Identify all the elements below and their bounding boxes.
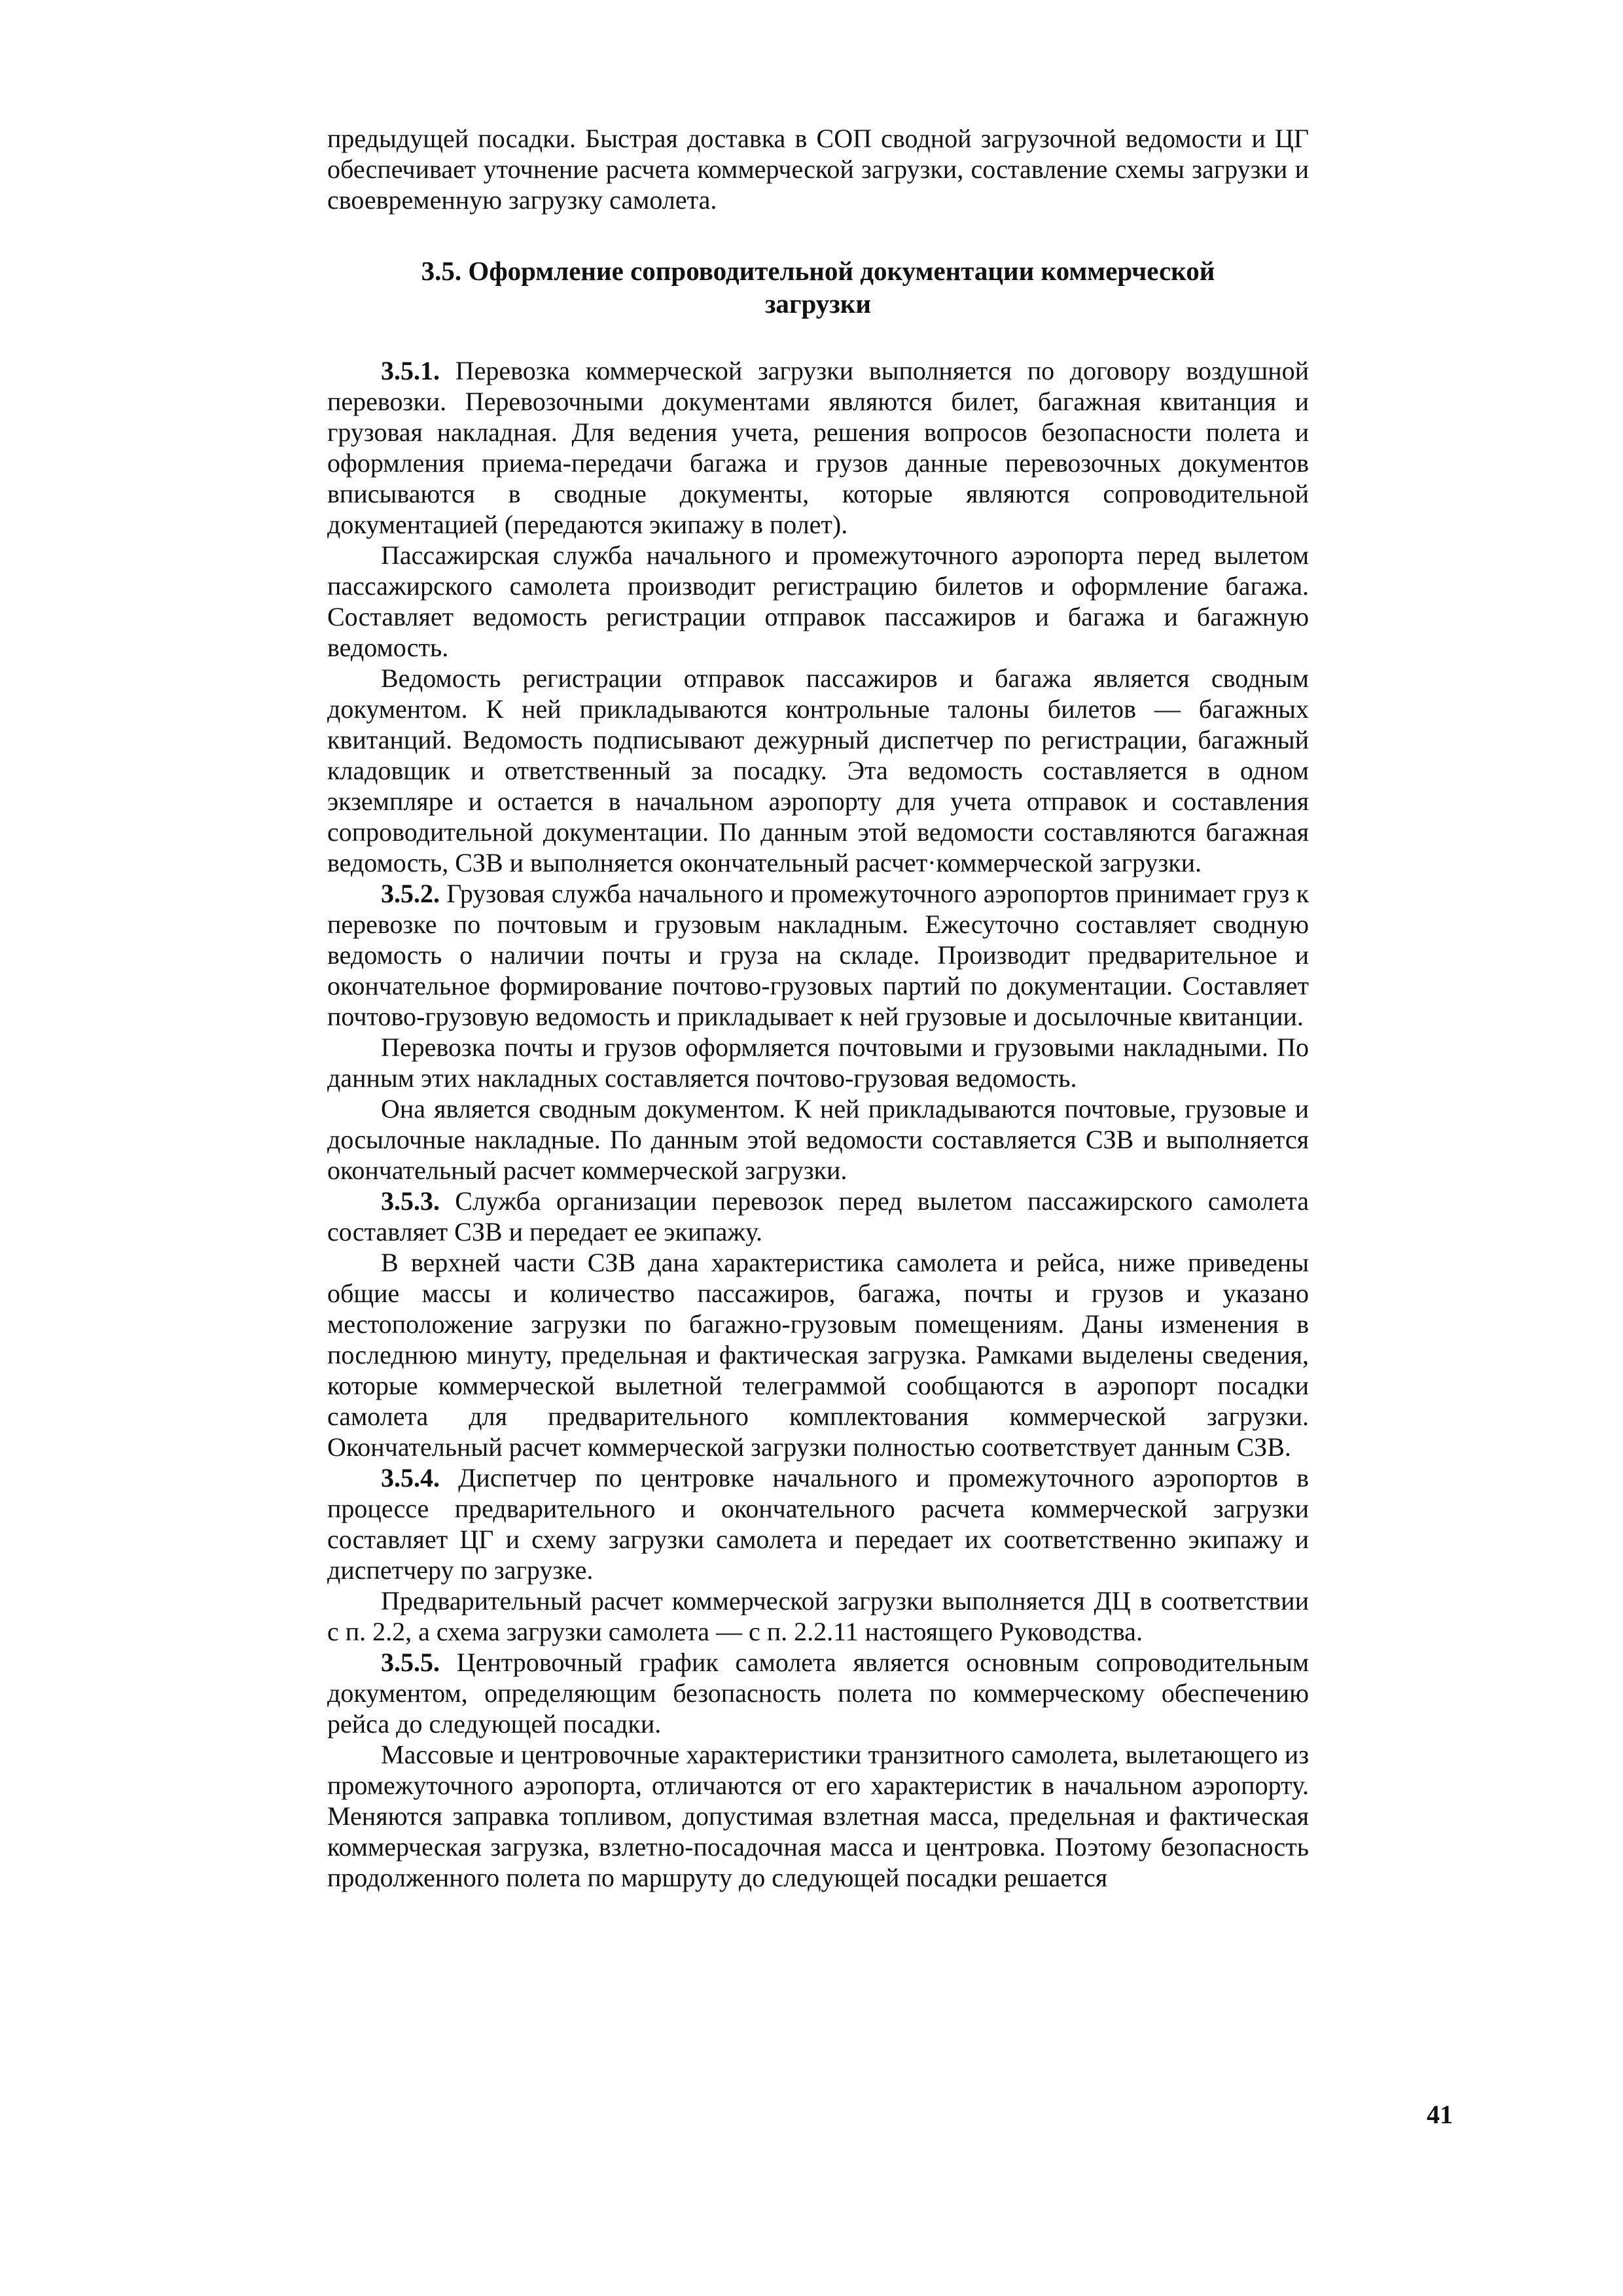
- paragraph-number: 3.5.5.: [381, 1648, 440, 1677]
- paragraph-text: Она является сводным документом. К ней прикладываются почтовые, грузовые и досылочные накладные. По данным этой ведомости составляется СЗВ и выполняется окончательный расчет коммерческой загрузки.: [327, 1094, 1309, 1185]
- paragraph: [327, 1585, 1309, 1647]
- paragraph-number: 3.5.3.: [381, 1186, 440, 1216]
- paragraph: [327, 663, 1309, 878]
- paragraph: [327, 1247, 1309, 1462]
- paragraph-number: 3.5.2.: [381, 879, 440, 908]
- paragraph: [327, 1032, 1309, 1093]
- paragraph-text: Ведомость регистрации отправок пассажиров и багажа является сводным документом. К ней прикладываются контрольные талоны билетов — багажных квитанций. Ведомость подписывают дежурный диспетчер по регистрации, багажный кладовщик и ответственный за посадку. Эта ведомость составляется в одном экземпляре и остается в начальном аэропорту для учета отправок и составления сопроводительной документации. По данным этой ведомости составляются багажная ведомость, СЗВ и выполняется окончательный расчет·коммерческой загрузки.: [327, 663, 1309, 877]
- paragraph-text: Грузовая служба начального и промежуточного аэропортов принимает груз к перевозке по почтовым и грузовым накладным. Ежесуточно составляет сводную ведомость о наличии почты и груза на складе. Производит предварительное и окончательное формирование почтово-грузовых партий по документации. Составляет почтово-грузовую ведомость и прикладывает к ней грузовые и досылочные квитанции.: [327, 879, 1310, 1031]
- paragraph: [327, 1093, 1309, 1186]
- paragraph-text: Центровочный график самолета является основным сопроводительным документом, определяющим безопасность полета по коммерческому обеспечению рейса до следующей посадки.: [327, 1648, 1310, 1739]
- section-heading: [327, 255, 1309, 320]
- paragraph-3-5-3: [327, 1186, 1309, 1247]
- paragraph-number: 3.5.4.: [381, 1463, 440, 1492]
- paragraph-number: 3.5.1.: [381, 356, 440, 385]
- paragraph-text: Перевозка коммерческой загрузки выполняется по договору воздушной перевозки. Перевозочными документами являются билет, багажная квитанция и грузовая накладная. Для ведения учета, решения вопросов безопасности полета и оформления приема-передачи багажа и грузов данные перевозочных документов вписываются в сводные документы, которые являются сопроводительной документацией (передаются экипажу в полет).: [327, 356, 1310, 539]
- page-number: 41: [1427, 2100, 1453, 2129]
- section-title: Оформление сопроводительной документации коммерческой загрузки: [468, 256, 1215, 319]
- paragraph-text: Перевозка почты и грузов оформляется почтовыми и грузовыми накладными. По данным этих накладных составляется почтово-грузовая ведомость.: [327, 1033, 1309, 1093]
- paragraph-text: Служба организации перевозок перед вылетом пассажирского самолета составляет СЗВ и передает ее экипажу.: [327, 1186, 1310, 1246]
- paragraph-3-5-5: [327, 1647, 1309, 1739]
- paragraph-3-5-4: [327, 1462, 1309, 1585]
- paragraph-text: Пассажирская служба начального и промежуточного аэропорта перед вылетом пассажирского самолета производит регистрацию билетов и оформление багажа. Составляет ведомость регистрации отправок пассажиров и багажа и багажную ведомость.: [327, 540, 1309, 662]
- paragraph-3-5-2: [327, 878, 1309, 1032]
- top-paragraph: предыдущей посадки. Быстрая доставка в СОП сводной загрузочной ведомости и ЦГ обеспечивает уточнение расчета коммерческой загрузки, составление схемы загрузки и своевременную загрузку самолета.: [327, 124, 1309, 215]
- paragraph-text: Массовые и центровочные характеристики транзитного самолета, вылетающего из промежуточного аэропорта, отличаются от его характеристик в начальном аэропорту. Меняются заправка топливом, допустимая взлетная масса, предельная и фактическая коммерческая загрузка, взлетно-посадочная масса и центровка. Поэтому безопасность продолженного полета по маршруту до следующей посадки решается: [327, 1740, 1309, 1892]
- paragraph-text: Диспетчер по центровке начального и промежуточного аэропортов в процессе предварительного и окончательного расчета коммерческой загрузки составляет ЦГ и схему загрузки самолета и передает их соответственно экипажу и диспетчеру по загрузке.: [327, 1463, 1309, 1585]
- document-page: [327, 123, 1309, 1893]
- paragraph-text: В верхней части СЗВ дана характеристика самолета и рейса, ниже приведены общие массы и количество пассажиров, багажа, почты и грузов и указано местоположение загрузки по багажно-грузовым помещениям. Даны изменения в последнюю минуту, предельная и фактическая загрузка. Рамками выделены сведения, которые коммерческой вылетной телеграммой сообщаются в аэропорт посадки самолета для предварительного комплектования коммерческой загрузки. Окончательный расчет коммерческой загрузки полностью соответствует данным СЗВ.: [327, 1248, 1309, 1462]
- paragraph: [327, 540, 1309, 663]
- section-number: 3.5.: [421, 256, 462, 286]
- paragraph: [327, 1739, 1309, 1893]
- paragraph-text: Предварительный расчет коммерческой загрузки выполняется ДЦ в соответствии с п. 2.2, а схема загрузки самолета — с п. 2.2.11 настоящего Руководства.: [327, 1586, 1309, 1646]
- paragraph-3-5-1: [327, 355, 1309, 540]
